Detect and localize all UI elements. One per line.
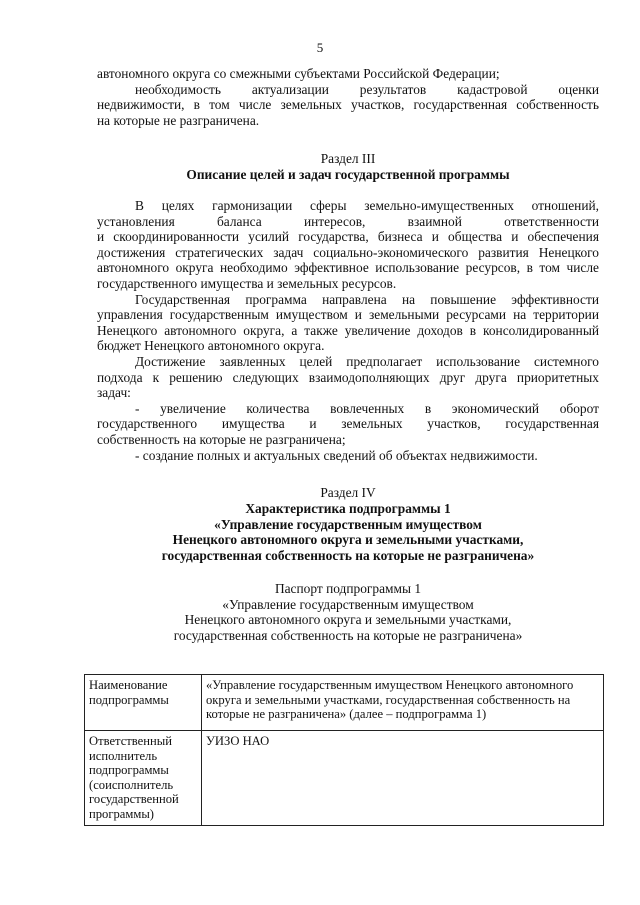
- text-line: Достижение заявленных целей предполагает использование системного: [135, 353, 599, 369]
- cell-line: Ответственный: [89, 734, 172, 748]
- text-line: автономного округа со смежными субъектами Российской Федерации;: [97, 66, 500, 81]
- cell-line: государственной: [89, 792, 179, 807]
- top-continuation: [97, 66, 599, 128]
- text-line: достижения стратегических задач социально-экономического развития Ненецкого: [97, 244, 599, 260]
- title-line: Паспорт подпрограммы 1: [274, 581, 422, 596]
- page-number: 5: [316, 40, 324, 55]
- title-line: «Управление государственным имуществом: [222, 596, 474, 612]
- text-line: государственного имущества и земельных участков, государственная: [97, 416, 599, 432]
- table-row: [85, 675, 604, 731]
- cell-line: округа и земельными участками, государственная собственность на: [206, 692, 571, 707]
- cell-line: исполнитель: [89, 748, 158, 763]
- table-key-cell: [85, 675, 202, 731]
- table-value-cell: [202, 731, 604, 826]
- cell-line: подпрограммы: [89, 692, 169, 707]
- cell-line: «Управление государственным имуществом Ненецкого автономного: [206, 678, 574, 692]
- text-line: задач:: [97, 385, 131, 401]
- title-line: Характеристика подпрограммы 1: [245, 501, 451, 516]
- text-line: необходимость актуализации результатов кадастровой оценки: [135, 81, 599, 97]
- passport-table: [84, 674, 604, 826]
- title-line: Ненецкого автономного округа и земельными участками,: [184, 612, 512, 628]
- text-line: - увеличение количества вовлеченных в экономический оборот: [135, 400, 599, 416]
- section-3-body: [97, 198, 599, 463]
- text-line: Государственная программа направлена на повышение эффективности: [135, 291, 599, 307]
- table-value-cell: [202, 675, 604, 731]
- text-line: собственность на которые не разграничена;: [97, 431, 346, 447]
- cell-line: подпрограммы: [89, 763, 169, 778]
- table-key-cell: [85, 731, 202, 826]
- text-line: Ненецкого автономного округа, а также увеличение доходов в консолидированный: [97, 322, 599, 338]
- text-line: на которые не разграничена.: [97, 112, 260, 128]
- section-4-title: [97, 501, 599, 563]
- cell-line: которые не разграничена» (далее – подпрограмма 1): [206, 707, 487, 722]
- section-3-heading: Раздел III: [320, 151, 376, 166]
- text-line: недвижимости, в том числе земельных участков, государственная собственность: [97, 97, 599, 113]
- title-line: «Управление государственным имуществом: [214, 516, 482, 532]
- passport-title: [97, 581, 599, 643]
- cell-line: (соисполнитель: [89, 777, 174, 792]
- text-line: установления баланса интересов, взаимной ответственности: [97, 213, 599, 229]
- section-4-heading: Раздел IV: [320, 485, 376, 500]
- text-line: подхода к решению следующих взаимодополняющих друг друга приоритетных: [97, 369, 599, 385]
- section-3-title: Описание целей и задач государственной программы: [186, 167, 510, 182]
- text-line: автономного округа необходимо эффективное использование ресурсов, в том числе: [97, 260, 599, 276]
- cell-line: УИЗО НАО: [206, 734, 270, 748]
- cell-line: программы): [89, 806, 154, 821]
- text-line: бюджет Ненецкого автономного округа.: [97, 338, 325, 354]
- text-line: и скоординированности усилий государства, бизнеса и общества и обеспечения: [97, 229, 599, 245]
- text-line: В целях гармонизации сферы земельно-имущественных отношений,: [135, 198, 599, 213]
- table-row: [85, 731, 604, 826]
- text-line: - создание полных и актуальных сведений об объектах недвижимости.: [135, 447, 538, 463]
- text-line: управления государственным имуществом и земельными ресурсами на территории: [97, 307, 599, 323]
- title-line: Ненецкого автономного округа и земельными участками,: [172, 532, 524, 548]
- title-line: государственная собственность на которые не разграничена»: [161, 547, 535, 563]
- cell-line: Наименование: [89, 678, 168, 692]
- title-line: государственная собственность на которые не разграничена»: [173, 627, 523, 643]
- text-line: государственного имущества и земельных ресурсов.: [97, 275, 397, 291]
